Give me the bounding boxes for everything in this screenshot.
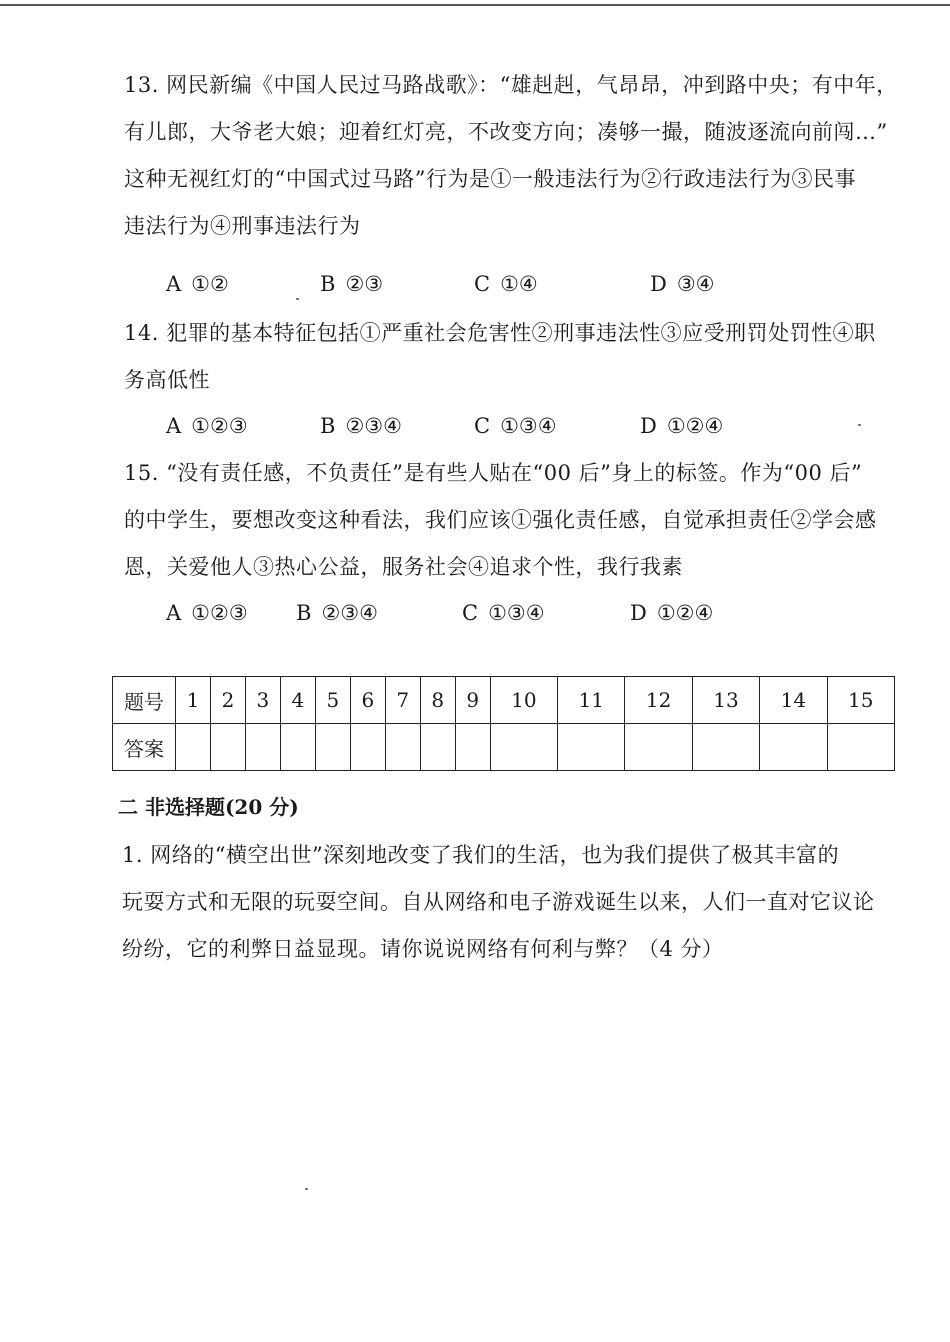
answer-cell[interactable] [315,724,350,771]
essay-question-line: 1. 网络的“横空出世”深刻地改变了我们的生活，也为我们提供了极其丰富的 [122,843,840,867]
option-b[interactable]: B ②③④ [320,414,402,438]
question-15-line: 的中学生，要想改变这种看法，我们应该①强化责任感，自觉承担责任②学会感 [124,508,877,532]
question-number-cell: 12 [625,677,692,724]
answer-table [112,676,895,771]
option-d[interactable]: D ①②④ [630,601,714,625]
top-border-line [0,4,950,6]
answer-cell[interactable] [455,724,490,771]
question-number-cell: 7 [385,677,420,724]
question-number-cell: 2 [210,677,245,724]
option-c[interactable]: C ①③④ [462,601,545,625]
answer-cell[interactable] [827,724,894,771]
question-14 [124,310,894,404]
answer-cell[interactable] [625,724,692,771]
question-number-cell: 9 [455,677,490,724]
question-number-cell: 14 [760,677,827,724]
answer-cell[interactable] [176,724,211,771]
question-15-line: 恩，关爱他人③热心公益，服务社会④追求个性，我行我素 [124,555,683,579]
question-number-cell: 5 [315,677,350,724]
essay-question-line: 纷纷，它的利弊日益显现。请你说说网络有何利与弊？（4 分） [122,937,724,961]
question-number-cell: 1 [176,677,211,724]
answer-cell[interactable] [420,724,455,771]
row-label: 答案 [113,724,176,771]
answer-row [113,724,895,771]
option-a[interactable]: A ①② [166,272,229,296]
question-number-cell: 11 [558,677,625,724]
question-number-cell: 10 [490,677,557,724]
essay-question-1 [122,832,902,973]
option-c[interactable]: C ①④ [474,272,538,296]
answer-cell[interactable] [692,724,759,771]
question-number-cell: 3 [245,677,280,724]
answer-cell[interactable] [760,724,827,771]
answer-cell[interactable] [385,724,420,771]
option-b[interactable]: B ②③④ [296,601,378,625]
question-13-line: 违法行为④刑事违法行为 [124,214,361,238]
scan-speck [858,424,861,426]
answer-cell[interactable] [350,724,385,771]
section-heading: 二 非选择题(20 分) [118,795,299,819]
question-13-line: 有儿郎，大爷老大娘；迎着红灯亮，不改变方向；凑够一撮，随波逐流向前闯…” [124,120,888,144]
answer-cell[interactable] [490,724,557,771]
answer-cell[interactable] [558,724,625,771]
question-13 [124,62,898,250]
question-number-cell: 6 [350,677,385,724]
question-13-line: 13. 网民新编《中国人民过马路战歌》：“雄赳赳，气昂昂，冲到路中央；有中年， [124,73,898,97]
question-number-cell: 4 [280,677,315,724]
answer-cell[interactable] [210,724,245,771]
essay-question-line: 玩耍方式和无限的玩耍空间。自从网络和电子游戏诞生以来，人们一直对它议论 [122,890,875,914]
question-number-cell: 8 [420,677,455,724]
question-14-line: 务高低性 [124,368,210,392]
scan-speck [296,298,299,300]
row-label: 题号 [113,677,176,724]
question-number-cell: 15 [827,677,894,724]
question-13-line: 这种无视红灯的“中国式过马路”行为是①一般违法行为②行政违法行为③民事 [124,167,856,191]
option-d[interactable]: D ①②④ [640,414,724,438]
option-c[interactable]: C ①③④ [474,414,557,438]
question-14-line: 14. 犯罪的基本特征包括①严重社会危害性②刑事违法性③应受刑罚处罚性④职 [124,321,876,345]
option-a[interactable]: A ①②③ [166,414,248,438]
question-15 [124,450,894,591]
question-number-cell: 13 [692,677,759,724]
option-a[interactable]: A ①②③ [166,601,248,625]
option-d[interactable]: D ③④ [650,272,715,296]
scan-speck [305,1188,308,1190]
option-b[interactable]: B ②③ [320,272,384,296]
answer-cell[interactable] [280,724,315,771]
question-15-line: 15. “没有责任感，不负责任”是有些人贴在“00 后”身上的标签。作为“00 后” [124,461,863,485]
answer-cell[interactable] [245,724,280,771]
question-number-row [113,677,895,724]
